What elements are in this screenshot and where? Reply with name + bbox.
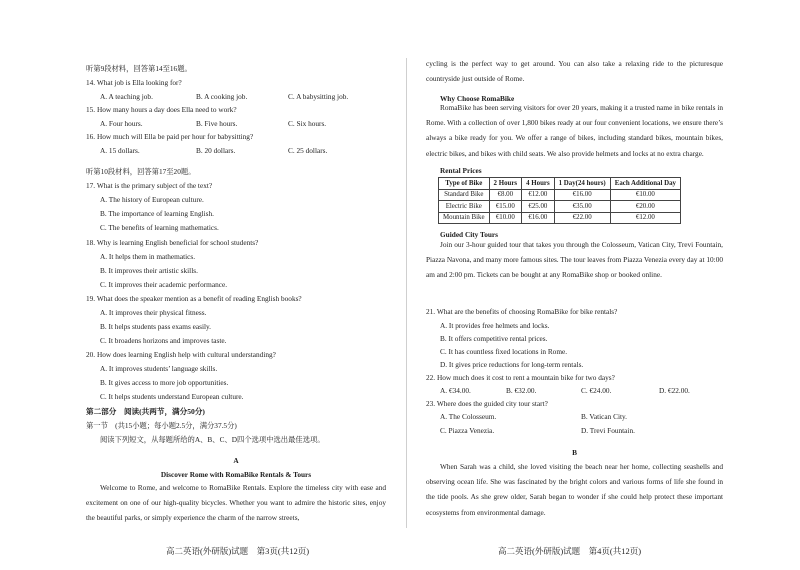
q18-option-c: C. It improves their academic performance. bbox=[100, 280, 228, 289]
table-cell: Standard Bike bbox=[439, 189, 490, 201]
q21-option-c: C. It has countless fixed locations in Rome. bbox=[440, 347, 568, 356]
q22-option-b: B. €32.00. bbox=[506, 386, 537, 395]
why-choose-heading: Why Choose RomaBike bbox=[440, 94, 515, 103]
q23-option-c: C. Piazza Venezia. bbox=[440, 426, 495, 435]
question-16: 16. How much will Ella be paid per hour for babysitting? bbox=[86, 132, 254, 141]
passage-a-letter: A bbox=[233, 456, 239, 465]
table-header: 1 Day(24 hours) bbox=[554, 178, 610, 190]
table-cell: €10.00 bbox=[489, 212, 522, 224]
reading-instruction: 阅读下列短文，从每题所给的A、B、C、D四个选项中选出最佳选项。 bbox=[100, 435, 325, 444]
table-cell: €16.00 bbox=[554, 189, 610, 201]
section9-heading: 听第9段材料，回答第14至16题。 bbox=[86, 64, 192, 73]
table-cell: €12.00 bbox=[522, 189, 555, 201]
section10-heading: 听第10段材料，回答第17至20题。 bbox=[86, 167, 196, 176]
guided-tours-text: Join our 3-hour guided tour that takes you through the Colosseum, Vatican City, Trevi Fountain, Piazza Navona, and many more famous sites. The tour leaves from Piazza Venezia every day at 10:00 am and 2:00 pm. Tickets can be bought at any RomaBike shop or booked online. bbox=[426, 240, 723, 280]
table-header: Type of Bike bbox=[439, 178, 490, 190]
q16-option-a: A. 15 dollars. bbox=[100, 146, 140, 155]
table-cell: €16.00 bbox=[522, 212, 555, 224]
question-15: 15. How many hours a day does Ella need to work? bbox=[86, 105, 237, 114]
page-divider bbox=[406, 58, 407, 528]
q17-option-b: B. The importance of learning English. bbox=[100, 209, 214, 218]
table-header: 2 Hours bbox=[489, 178, 522, 190]
table-header: Each Additional Day bbox=[610, 178, 680, 190]
question-21: 21. What are the benefits of choosing RomaBike for bike rentals? bbox=[426, 307, 618, 316]
q15-option-b: B. Five hours. bbox=[196, 119, 238, 128]
q22-option-c: C. €24.00. bbox=[581, 386, 612, 395]
table-cell: €20.00 bbox=[610, 201, 680, 213]
q20-option-b: B. It gives access to more job opportunities. bbox=[100, 378, 229, 387]
table-row bbox=[439, 201, 681, 213]
rental-prices-heading: Rental Prices bbox=[440, 166, 482, 175]
part2-title: 第二部分 阅读(共两节，满分50分) bbox=[86, 407, 205, 416]
q15-option-a: A. Four hours. bbox=[100, 119, 143, 128]
q14-option-b: B. A cooking job. bbox=[196, 92, 248, 101]
question-23: 23. Where does the guided city tour start? bbox=[426, 399, 548, 408]
table-cell: €12.00 bbox=[610, 212, 680, 224]
passage-b-letter: B bbox=[572, 448, 577, 457]
q17-option-a: A. The history of European culture. bbox=[100, 195, 204, 204]
table-cell: €8.00 bbox=[489, 189, 522, 201]
table-row bbox=[439, 189, 681, 201]
section1-title: 第一节 (共15小题；每小题2.5分，满分37.5分) bbox=[86, 421, 237, 430]
q21-option-d: D. It gives price reductions for long-term rentals. bbox=[440, 360, 584, 369]
q19-option-b: B. It helps students pass exams easily. bbox=[100, 322, 211, 331]
q18-option-a: A. It helps them in mathematics. bbox=[100, 252, 196, 261]
table-cell: €25.00 bbox=[522, 201, 555, 213]
q20-option-a: A. It improves students’ language skills. bbox=[100, 364, 218, 373]
table-cell: €15.00 bbox=[489, 201, 522, 213]
table-cell: Electric Bike bbox=[439, 201, 490, 213]
question-18: 18. Why is learning English beneficial for school students? bbox=[86, 238, 259, 247]
rental-prices-table bbox=[438, 177, 681, 224]
question-17: 17. What is the primary subject of the text? bbox=[86, 181, 213, 190]
left-page bbox=[86, 0, 386, 570]
q23-option-d: D. Trevi Fountain. bbox=[581, 426, 635, 435]
q23-option-b: B. Vatican City. bbox=[581, 412, 628, 421]
q17-option-c: C. The benefits of learning mathematics. bbox=[100, 223, 219, 232]
passage-a-intro: Welcome to Rome, and welcome to RomaBike Rentals. Explore the timeless city with ease and excitement on one of our high-quality bicycles. Whether you want to admire the historic sites, enjoy the beautiful parks, or simply experience the charm of the narrow streets, bbox=[86, 483, 386, 523]
q19-option-c: C. It broadens horizons and improves taste. bbox=[100, 336, 227, 345]
q15-option-c: C. Six hours. bbox=[288, 119, 327, 128]
q20-option-c: C. It helps students understand European culture. bbox=[100, 392, 244, 401]
table-cell: €10.00 bbox=[610, 189, 680, 201]
q16-option-c: C. 25 dollars. bbox=[288, 146, 328, 155]
table-header-row bbox=[439, 178, 681, 190]
q22-option-d: D. €22.00. bbox=[659, 386, 690, 395]
question-20: 20. How does learning English help with cultural understanding? bbox=[86, 350, 276, 359]
left-footer: 高二英语(外研版)试题 第3页(共12页) bbox=[166, 546, 310, 556]
right-footer: 高二英语(外研版)试题 第4页(共12页) bbox=[498, 546, 642, 556]
q14-option-c: C. A babysitting job. bbox=[288, 92, 349, 101]
right-page bbox=[426, 0, 723, 570]
q18-option-b: B. It improves their artistic skills. bbox=[100, 266, 198, 275]
passage-a-title: Discover Rome with RomaBike Rentals & Tours bbox=[160, 470, 312, 479]
table-header: 4 Hours bbox=[522, 178, 555, 190]
question-14: 14. What job is Ella looking for? bbox=[86, 78, 182, 87]
table-cell: €22.00 bbox=[554, 212, 610, 224]
q23-option-a: A. The Colosseum. bbox=[440, 412, 497, 421]
table-row bbox=[439, 212, 681, 224]
table-cell: €35.00 bbox=[554, 201, 610, 213]
q16-option-b: B. 20 dollars. bbox=[196, 146, 236, 155]
passage-b-text: When Sarah was a child, she loved visiting the beach near her home, collecting seashells and observing ocean life. She was fascinated by the bright colors and various forms of life she found in the tide pools. As she grew older, Sarah began to wonder if she could help protect these important ecosystems from environmental damage. bbox=[426, 462, 723, 517]
passage-a-continuation: cycling is the perfect way to get around. You can also take a relaxing ride to the picturesque countryside just outside of Rome. bbox=[426, 59, 723, 84]
guided-tours-heading: Guided City Tours bbox=[440, 230, 498, 239]
why-choose-text: RomaBike has been serving visitors for over 20 years, making it a trusted name in bike rentals in Rome. With a collection of over 1,800 bikes ready at our four convenient locations, we ensure there’s always a bike ready for you. We offer a range of bikes, including standard bikes, mountain bikes, electric bikes, and bikes with child seats. We also provide helmets and locks at no extra charge. bbox=[426, 103, 723, 158]
q21-option-b: B. It offers competitive rental prices. bbox=[440, 334, 548, 343]
table-cell: Mountain Bike bbox=[439, 212, 490, 224]
q14-option-a: A. A teaching job. bbox=[100, 92, 153, 101]
q21-option-a: A. It provides free helmets and locks. bbox=[440, 321, 550, 330]
question-22: 22. How much does it cost to rent a mountain bike for two days? bbox=[426, 373, 615, 382]
question-19: 19. What does the speaker mention as a benefit of reading English books? bbox=[86, 294, 302, 303]
q22-option-a: A. €34.00. bbox=[440, 386, 471, 395]
q19-option-a: A. It improves their physical fitness. bbox=[100, 308, 207, 317]
